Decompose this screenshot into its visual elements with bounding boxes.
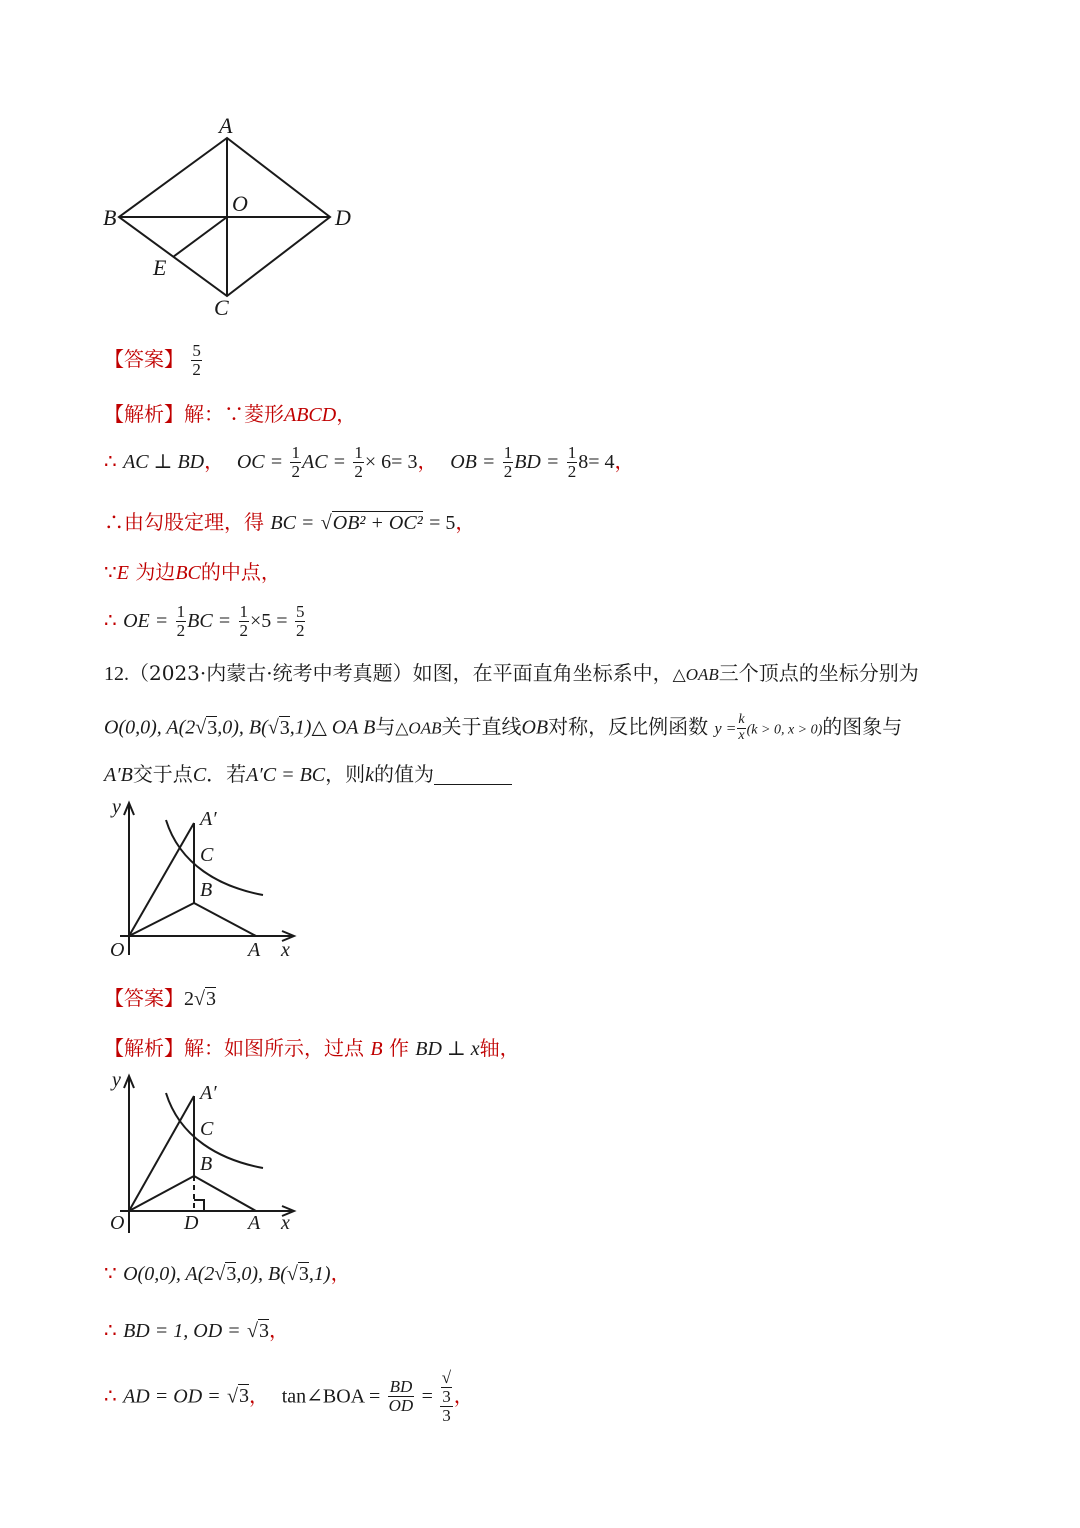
hyperbola: [166, 820, 263, 895]
q11-line5: ∴ OE = $\frac{1}{2}$ BC = $\frac{1}{2}$ ×5 = $\frac{5}{2}$: [104, 602, 305, 640]
answer-blank: [434, 766, 512, 785]
label-a: A: [248, 939, 261, 961]
q12-analysis-line: 【解析】解：如图所示，过点 B 作 BD ⊥ x轴，: [104, 1036, 520, 1060]
answer-fraction: $\frac{5}{2}$: [192, 341, 201, 379]
q12-stem-line3: A′B交于点C．若A′C = BC，则k的值为: [104, 764, 512, 785]
label-b: B: [200, 1153, 213, 1175]
label-b: B: [103, 205, 117, 230]
q11-line2: ∴ AC ⊥ BD， OC = $\frac{1}{2}$ AC = $\frac{1}{2}$ × 6= 3， OB = $\frac{1}{2}$ BD = $\frac{1}{2}$ 8= 4，: [104, 443, 635, 481]
q11-answer-line: [104, 342, 203, 379]
q11-line4: ∵E 为边BC的中点，: [104, 560, 281, 584]
q12-graph2: [100, 1068, 300, 1243]
q12-graph1: [100, 795, 300, 970]
q12-line-b: ∴ BD = 1, OD = √3，: [104, 1318, 289, 1342]
q11-analysis-line1: 【解析】解：∵菱形ABCD，: [104, 402, 357, 426]
q12-line-a: ∵ O(0,0), A(2√3,0), B(√3,1)，: [104, 1261, 351, 1285]
label-c: C: [200, 1118, 214, 1140]
label-d: D: [184, 1212, 199, 1234]
label-y: y: [112, 1069, 121, 1091]
q11-line3: ∴由勾股定理，得 BC = √OB² + OC² = 5，: [104, 510, 476, 534]
label-o: O: [110, 939, 125, 961]
question-number: 12.: [104, 663, 129, 685]
q12-answer-line: 【答案】2√3: [104, 986, 216, 1010]
label-d: D: [335, 205, 351, 230]
sqrt-radicand: OB² + OC²: [332, 512, 423, 534]
label-c: C: [214, 295, 229, 320]
q12-line-c: ∴ AD = OD = √3， tan∠BOA = $\frac{BD}{OD}$ = √ 3 3 ，: [104, 1368, 474, 1425]
label-aprime: A′: [200, 808, 217, 830]
label-o: O: [110, 1212, 125, 1234]
label-b: B: [200, 879, 213, 901]
segment-ba: [194, 903, 256, 936]
label-e: E: [153, 255, 167, 280]
label-y: y: [112, 796, 121, 818]
q12-stem-line1: 12.（2023·内蒙古·统考中考真题）如图，在平面直角坐标系中，△OAB三个顶点的坐标分别为: [104, 661, 919, 685]
label-c: C: [200, 844, 214, 866]
label-a: A: [219, 113, 233, 138]
hyperbola: [166, 1093, 263, 1168]
label-x: x: [281, 939, 290, 961]
label-x: x: [281, 1212, 290, 1234]
right-angle-mark: [194, 1200, 204, 1211]
rhombus-figure: [95, 110, 365, 325]
label-a: A: [248, 1212, 261, 1234]
segment-oe: [173, 217, 227, 257]
q12-stem-line2: O(0,0), A(2√3,0), B(√3,1)△ OA B与△OAB关于直线OB对称，反比例函数 y = $\frac{k}{x}$ (k > 0, x > 0)的图象与: [104, 712, 903, 743]
label-o: O: [232, 191, 248, 216]
answer-tag: 【答案】: [104, 346, 184, 371]
label-aprime: A′: [200, 1082, 217, 1104]
analysis-tag: 【解析】: [104, 402, 184, 426]
